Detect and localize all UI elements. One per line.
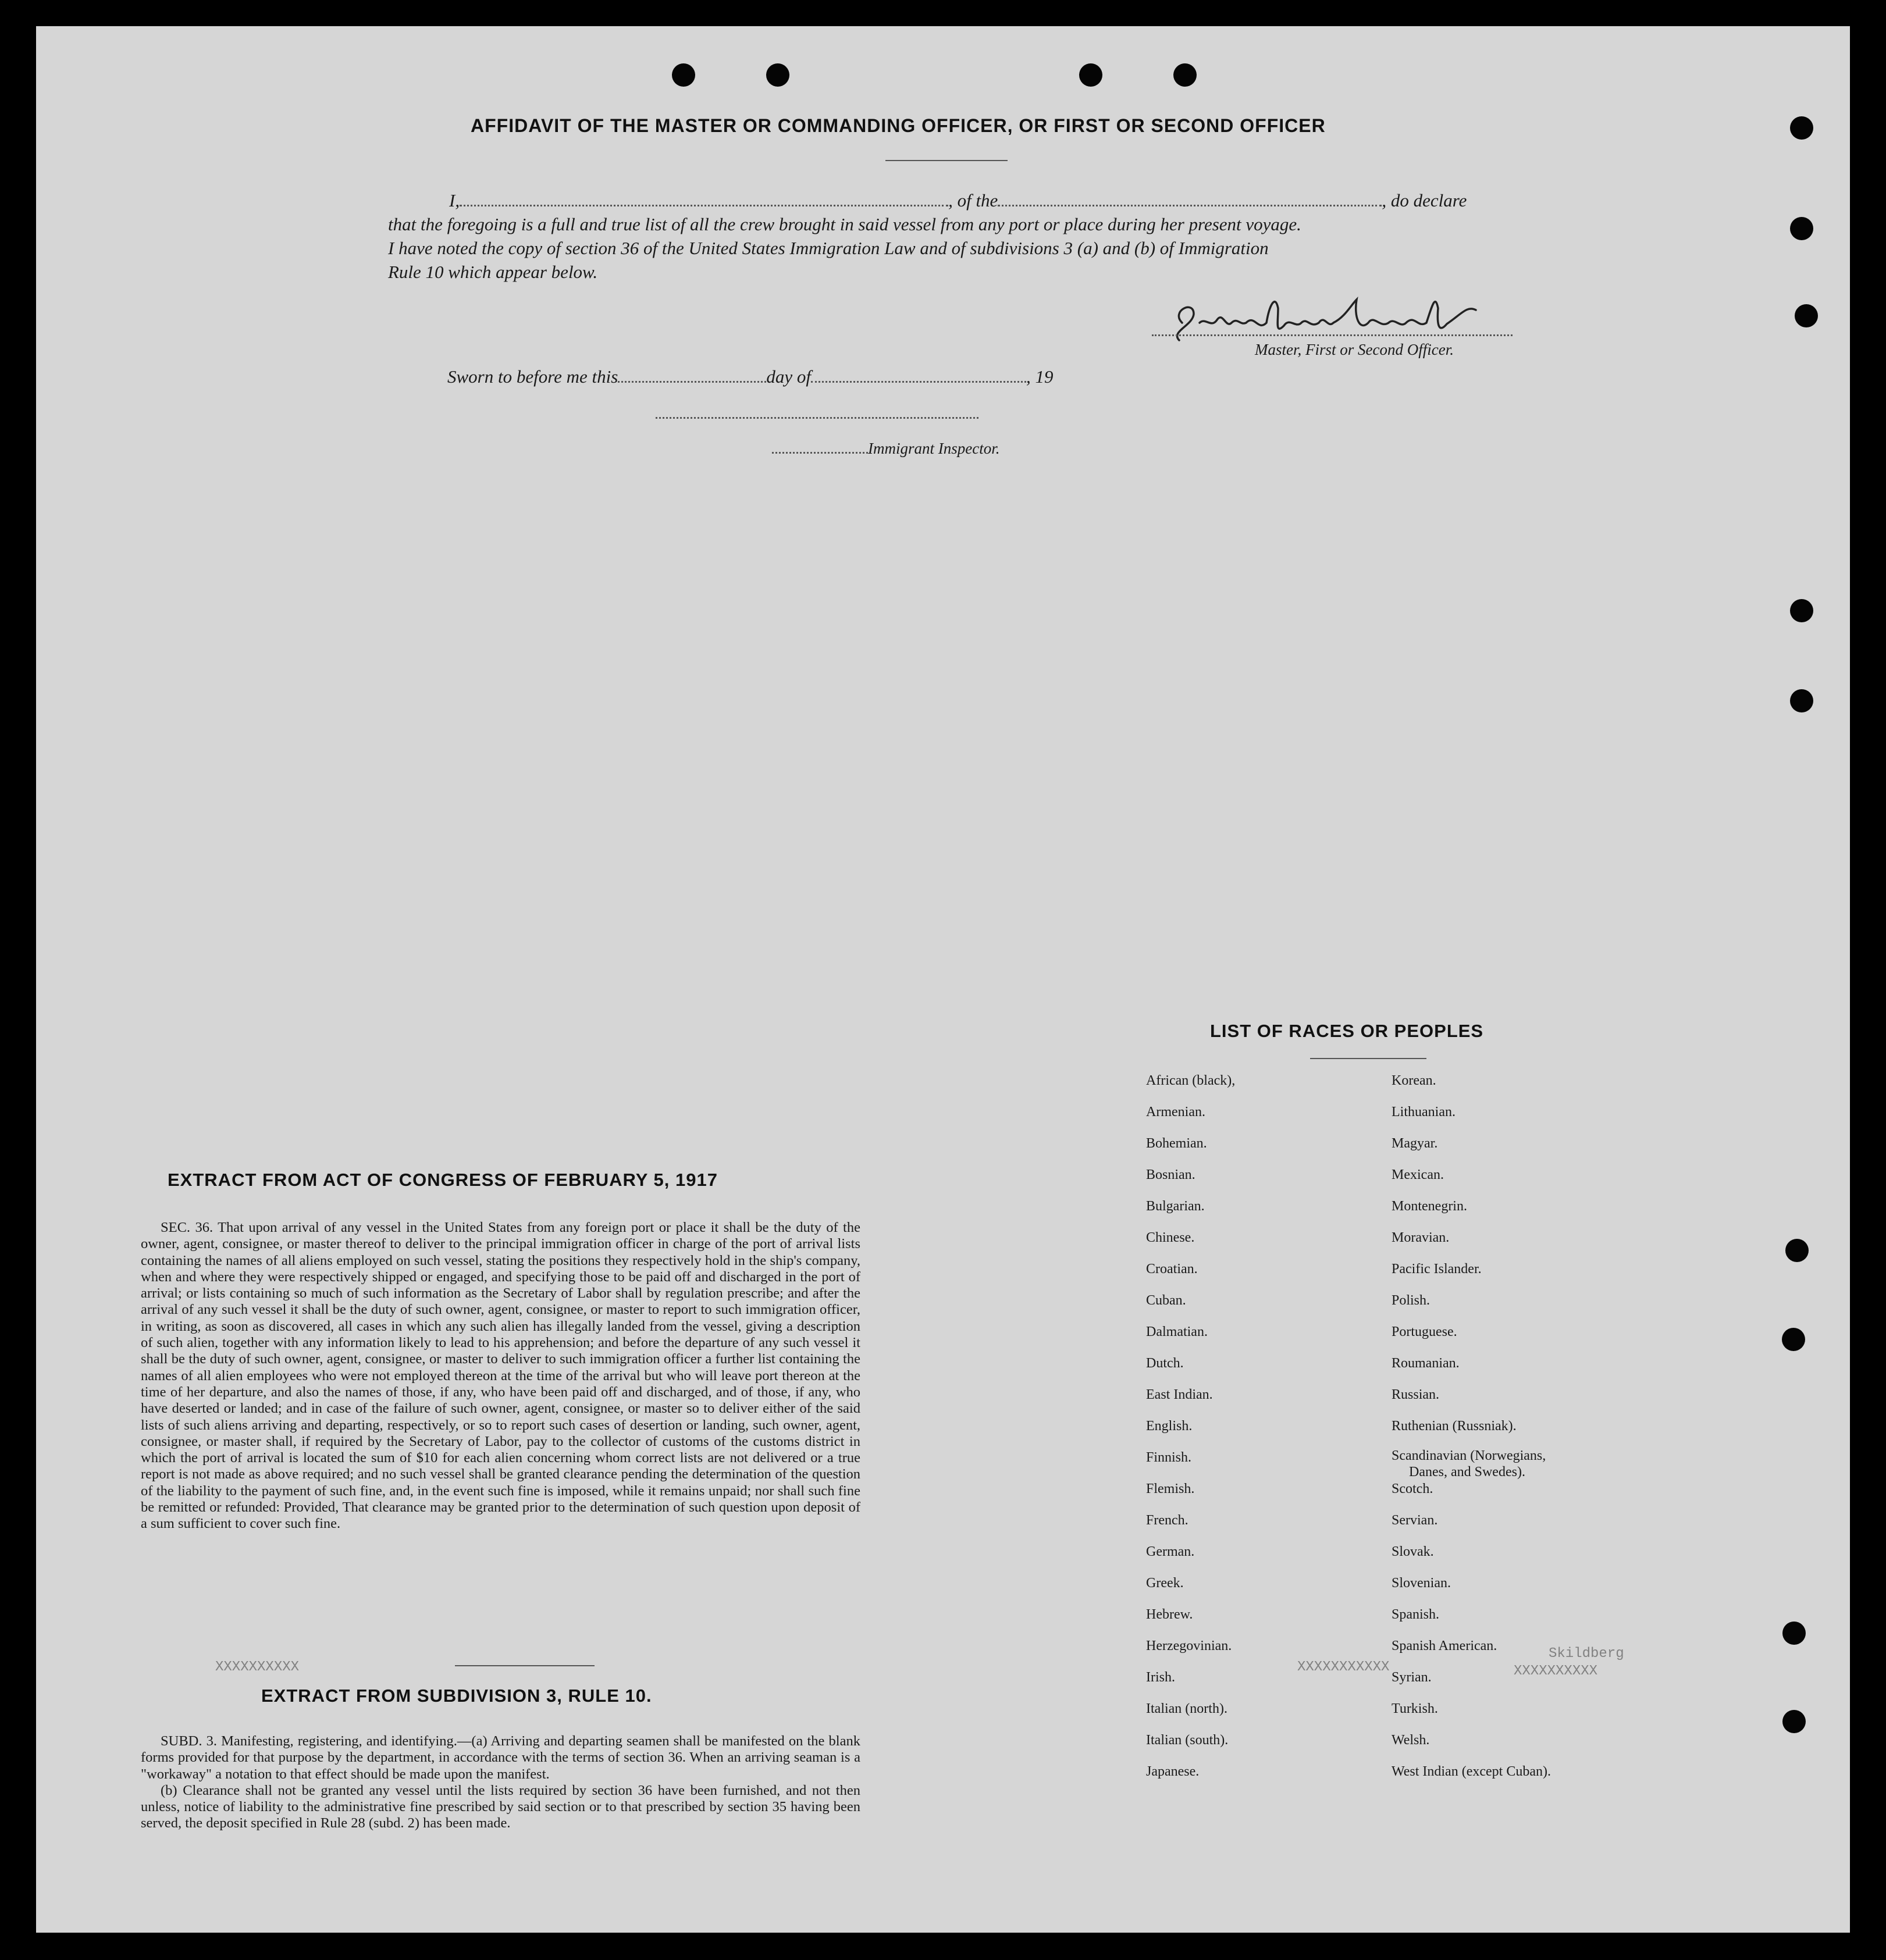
declare-label: , do declare xyxy=(1382,190,1467,211)
race-item: Japanese. xyxy=(1146,1764,1200,1779)
punch-hole xyxy=(1790,689,1813,712)
race-item: Welsh. xyxy=(1392,1733,1430,1748)
affidavit-line-2: that the foregoing is a full and true list of all the crew brought in said vessel from any port or place during her present voyage. xyxy=(388,214,1301,234)
race-item: Spanish. xyxy=(1392,1607,1440,1622)
bleed-mark: XXXXXXXXXX xyxy=(215,1659,300,1675)
race-item: Dalmatian. xyxy=(1146,1324,1208,1339)
of-the-label: , of the xyxy=(948,190,998,211)
signer-label: Master, First or Second Officer. xyxy=(1255,341,1454,358)
punch-hole xyxy=(1790,116,1813,140)
race-item: Bohemian. xyxy=(1146,1136,1207,1151)
race-item: Slovenian. xyxy=(1392,1576,1451,1591)
race-item: Syrian. xyxy=(1392,1670,1432,1685)
race-item: Italian (north). xyxy=(1146,1701,1227,1716)
name-blank xyxy=(460,192,948,206)
punch-hole xyxy=(1782,1710,1806,1733)
race-item: French. xyxy=(1146,1513,1188,1528)
inspector-line xyxy=(772,439,999,458)
punch-hole xyxy=(766,63,789,87)
race-item: Spanish American. xyxy=(1392,1638,1497,1653)
document-page xyxy=(36,26,1850,1933)
race-item: Montenegrin. xyxy=(1392,1199,1467,1214)
sworn-line xyxy=(447,366,1053,387)
subd-3a-text: SUBD. 3. Manifesting, registering, and identifying.—(a) Arriving and departing seamen shall be manifested on the blank forms provided for that purpose by the department, in accordance with the terms of section 36. When an arriving seaman is a "workaway" a notation to that effect should be made upon the manifest. xyxy=(141,1733,860,1782)
race-item: Croatian. xyxy=(1146,1261,1198,1277)
race-item: Magyar. xyxy=(1392,1136,1438,1151)
race-item: German. xyxy=(1146,1544,1195,1559)
races-divider xyxy=(1310,1058,1426,1059)
act-extract-body xyxy=(141,1220,860,1533)
race-item: Slovak. xyxy=(1392,1544,1434,1559)
title-divider xyxy=(885,160,1008,161)
i-label: I, xyxy=(449,190,460,211)
race-item: Italian (south). xyxy=(1146,1733,1229,1748)
race-item: Scotch. xyxy=(1392,1481,1433,1496)
act-extract-title: EXTRACT FROM ACT OF CONGRESS OF FEBRUARY 5, 1917 xyxy=(168,1170,718,1190)
race-item: Cuban. xyxy=(1146,1293,1186,1308)
affidavit-title: AFFIDAVIT OF THE MASTER OR COMMANDING OFFICER, OR FIRST OR SECOND OFFICER xyxy=(471,115,1326,136)
bleed-mark: Skildberg xyxy=(1549,1646,1624,1662)
affidavit-line-1 xyxy=(449,190,1467,211)
race-item: Chinese. xyxy=(1146,1230,1195,1245)
sworn-label: Sworn to before me this xyxy=(447,366,618,387)
race-item: Irish. xyxy=(1146,1670,1175,1685)
affidavit-line-3: I have noted the copy of section 36 of the United States Immigration Law and of subdivisions 3 (a) and (b) of Immigration xyxy=(388,238,1269,258)
race-item: African (black), xyxy=(1146,1073,1236,1088)
bleed-mark: XXXXXXXXXX xyxy=(1514,1663,1598,1679)
inspector-signature-line xyxy=(656,404,978,419)
race-item: Moravian. xyxy=(1392,1230,1450,1245)
race-item: Polish. xyxy=(1392,1293,1430,1308)
punch-hole xyxy=(1785,1239,1809,1262)
punch-hole xyxy=(1782,1328,1805,1351)
vessel-blank xyxy=(998,192,1382,206)
inspector-label: Immigrant Inspector. xyxy=(868,440,1000,457)
race-item: English. xyxy=(1146,1419,1193,1434)
extract-divider xyxy=(455,1665,595,1666)
race-item: Turkish. xyxy=(1392,1701,1438,1716)
month-blank xyxy=(811,368,1026,383)
race-item: Finnish. xyxy=(1146,1450,1192,1465)
race-item: Servian. xyxy=(1392,1513,1438,1528)
punch-hole xyxy=(672,63,695,87)
race-item: Russian. xyxy=(1392,1387,1440,1402)
race-item: West Indian (except Cuban). xyxy=(1392,1764,1551,1779)
race-item: East Indian. xyxy=(1146,1387,1213,1402)
race-item: Ruthenian (Russniak). xyxy=(1392,1419,1517,1434)
race-item: Lithuanian. xyxy=(1392,1104,1456,1120)
year-label: , 19 xyxy=(1026,366,1054,387)
punch-hole xyxy=(1079,63,1102,87)
race-item: Hebrew. xyxy=(1146,1607,1193,1622)
subd-3b-text: (b) Clearance shall not be granted any vessel until the lists required by section 36 have been furnished, and not then unless, notice of liability to the administrative fine prescribed by said section or to that prescribed by section 35 having been served, the deposit specified in Rule 28 (subd. 2) has been made. xyxy=(141,1782,860,1831)
bleed-mark: XXXXXXXXXXX xyxy=(1297,1659,1390,1675)
race-item: Greek. xyxy=(1146,1576,1184,1591)
race-item: Korean. xyxy=(1392,1073,1436,1088)
race-item: Portuguese. xyxy=(1392,1324,1457,1339)
day-of-label: day of xyxy=(766,366,811,387)
punch-hole xyxy=(1782,1622,1806,1645)
race-item: Dutch. xyxy=(1146,1356,1184,1371)
race-item: Mexican. xyxy=(1392,1167,1444,1182)
race-item: Armenian. xyxy=(1146,1104,1205,1120)
race-item: Pacific Islander. xyxy=(1392,1261,1482,1277)
race-item: Flemish. xyxy=(1146,1481,1195,1496)
race-item: Scandinavian (Norwegians, xyxy=(1392,1448,1546,1463)
punch-hole xyxy=(1173,63,1197,87)
rule-extract-body xyxy=(141,1733,860,1832)
race-item: Bosnian. xyxy=(1146,1167,1195,1182)
races-title: LIST OF RACES OR PEOPLES xyxy=(1210,1021,1484,1041)
punch-hole xyxy=(1795,304,1818,327)
punch-hole xyxy=(1790,599,1813,622)
section-36-text: SEC. 36. That upon arrival of any vessel in the United States from any foreign port or place it shall be the duty of the owner, agent, consignee, or master thereof to deliver to the principal immigration officer in charge of the port of arrival lists containing the names of all aliens employed on such vessel, stating the positions they respectively hold in the ship's company, when and where they were respectively shipped or engaged, and specifying those to be paid off and discharged in the port of arrival; or lists containing so much of such information as the Secretary of Labor shall by regulation prescribe; and after the arrival of any such vessel it shall be the duty of such owner, agent, consignee, or master to report to such immigration officer, in writing, as soon as discovered, all cases in which any such alien has illegally landed from the vessel, giving a description of such alien, together with any information likely to lead to his apprehension; and before the departure of any such vessel it shall be the duty of such owner, agent, consignee, or master to deliver to such immigration officer a further list containing the names of all alien employees who were not employed thereon at the time of the arrival but who will leave port thereon at the time of her departure, and also the names of those, if any, who have been paid off and discharged, and of those, if any, who have deserted or landed; and in case of the failure of such owner, agent, consignee, or master so to deliver either of the said lists of such aliens arriving and departing, respectively, or so to report such cases of desertion or landing, such owner, agent, consignee, or master shall, if required by the Secretary of Labor, pay to the collector of customs of the customs district in which the port of arrival is located the sum of $10 for each alien concerning whom correct lists are not delivered or a true report is not made as above required; and no such vessel shall be granted clearance pending the determination of the question of the liability to the payment of such fine, and, in the event such fine is imposed, while it remains unpaid; nor shall such fine be remitted or refunded: Provided, That clearance may be granted prior to the determination of such question upon deposit of a sum sufficient to cover such fine. xyxy=(141,1220,860,1532)
race-item: Herzegovinian. xyxy=(1146,1638,1232,1653)
rule-extract-title: EXTRACT FROM SUBDIVISION 3, RULE 10. xyxy=(261,1685,652,1706)
affidavit-line-4: Rule 10 which appear below. xyxy=(388,262,598,282)
race-item-continued: Danes, and Swedes). xyxy=(1409,1464,1525,1480)
race-item: Bulgarian. xyxy=(1146,1199,1205,1214)
signature-line xyxy=(1152,322,1513,336)
race-item: Roumanian. xyxy=(1392,1356,1460,1371)
day-blank xyxy=(618,368,766,383)
punch-hole xyxy=(1790,217,1813,240)
inspector-blank xyxy=(772,439,868,454)
